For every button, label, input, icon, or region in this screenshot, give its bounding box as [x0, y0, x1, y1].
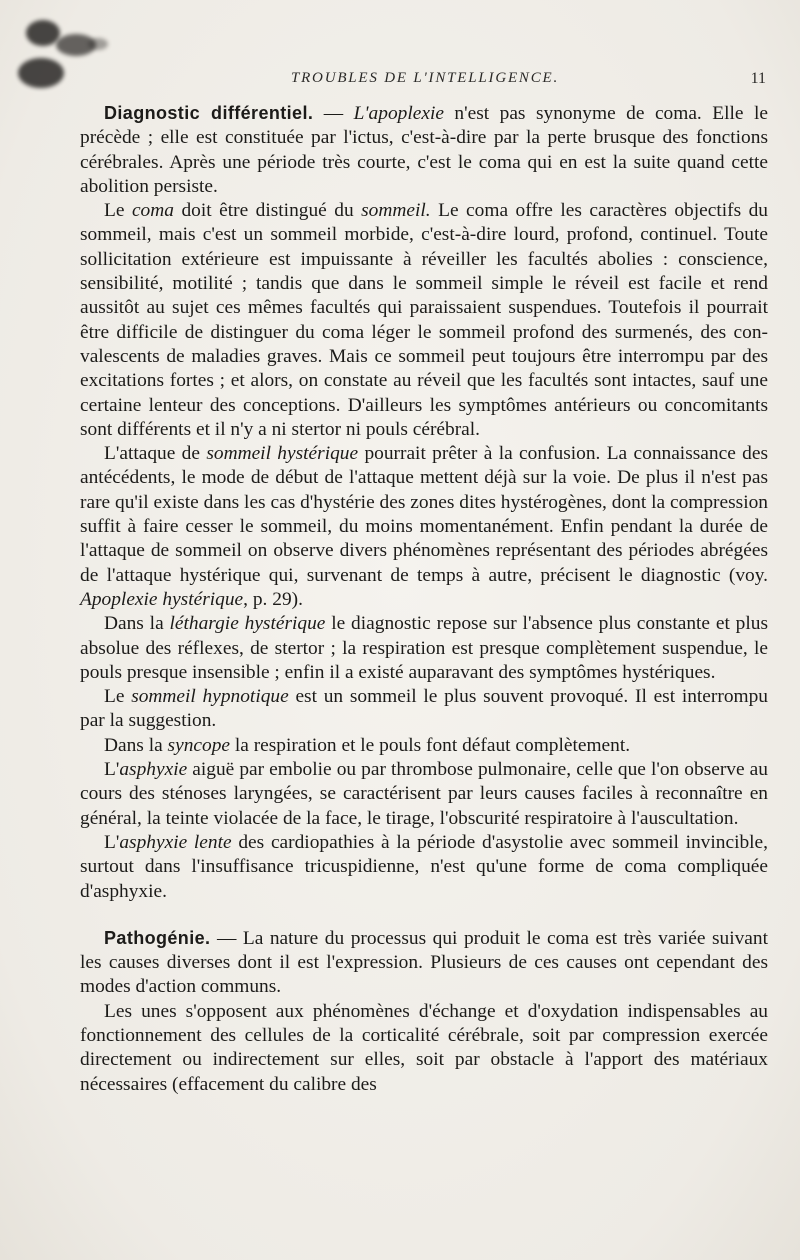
- text-run: n'est pas synonyme de coma. Elle le précède ; elle est constituée par l'ictus, c'est-à-dire par la perte brusque des fonctions cérébrales. Après une période très courte, c'est le coma qui en est la suite quand cette abolition persiste.: [80, 103, 768, 197]
- italic-term: asphyxie: [119, 759, 188, 781]
- italic-term: sommeil hystérique: [206, 443, 359, 465]
- body-text: [80, 101, 768, 1097]
- italic-term: sommeil.: [361, 200, 431, 222]
- paragraph: [80, 758, 768, 831]
- text-run: L': [104, 831, 120, 853]
- paragraph: [80, 199, 768, 442]
- text-run: Dans la: [104, 734, 168, 756]
- text-run: Dans la: [104, 613, 170, 635]
- ink-stain: [88, 38, 108, 50]
- text-run: pourrait prêter à la confusion. La connaissance des antécédents, le mode de début de l'attaque mettent déjà sur la voie. De plus il n'est pas rare qu'il existe dans les cas d'hystérie des zones dites hystérogènes, dont la compression suffit à faire cesser le sommeil, du moins momentanément. Enfin pendant la durée de l'attaque de sommeil on observe divers phénomènes représentant des périodes abrégées de l'attaque hystérique qui, survenant de temps à autre, précisent le diagnostic (voy.: [80, 443, 769, 586]
- paragraph: [80, 101, 768, 199]
- text-run: Le coma offre les caractères objectifs du sommeil, mais c'est un sommeil morbide, c'est-à-dire lourd, profond, continuel. Toute sollicitation extérieure est impuissante à réveiller les facultés abolies : conscience, sensibilité, motilité ; tandis que dans le sommeil simple le réveil est facile et rend aussitôt au sujet ces mêmes facultés qui paraissaient suspendues. Toutefois il pourrait être difficile de distinguer du coma léger le sommeil profond des surmenés, des convalescents de maladies graves. Mais ce sommeil peut toujours être interrompu par des excitations fortes ; et alors, on constate au réveil que les facultés sont intactes, sauf une certaine lenteur des conceptions. D'ailleurs les symptômes antérieurs ou concomitants sont différents et il n'y a ni stertor ni pouls cérébral.: [80, 200, 769, 440]
- text-run: le diagnostic repose sur l'absence plus constante et plus absolue des réflexes, de stertor ; la respiration est presque complètement suspendue, le pouls presque insensible ; enfin il a existé auparavant des symptômes hystériques.: [80, 613, 768, 683]
- paragraph: [80, 612, 768, 685]
- text-run: — La nature du processus qui produit le coma est très variée suivant les causes diverses dont il est l'expression. Plusieurs de ces causes ont cependant des modes d'action communs.: [80, 927, 768, 998]
- ink-stain: [18, 58, 64, 88]
- italic-term: sommeil hypnotique: [131, 686, 289, 708]
- italic-term: syncope: [167, 734, 230, 756]
- text-run: Les unes s'opposent aux phénomènes d'échange et d'oxydation indispensables au fonctionnement des cellules de la corticalité cérébrale, soit par compression exercée directement ou indirectement sur elles, soit par obstacle à l'apport des matériaux nécessaires (effacement du calibre des: [80, 1000, 768, 1095]
- text-run: L'attaque de: [104, 443, 207, 465]
- text-run: Le: [104, 200, 132, 222]
- paragraph: [80, 926, 768, 1000]
- text-run: aiguë par embolie ou par thrombose pulmonaire, celle que l'on observe au cours des sténoses laryngées, se caractérisent par leurs causes faciles à reconnaître en général, la teinte violacée de la face, le tirage, l'obscurité respiratoire à l'auscultation.: [80, 759, 768, 829]
- italic-term: coma: [131, 200, 174, 222]
- paragraph: [80, 685, 768, 734]
- page-header: [80, 70, 770, 94]
- text-run: la respiration et le pouls font défaut complètement.: [230, 734, 631, 756]
- italic-term: L'apoplexie: [353, 103, 444, 124]
- italic-term: Apoplexie hystérique: [80, 588, 244, 610]
- text-run: Le: [104, 686, 132, 708]
- italic-term: asphyxie lente: [119, 831, 232, 853]
- text-run: est un sommeil le plus souvent provoqué. Il est interrompu par la suggestion.: [80, 686, 768, 732]
- section-heading: Diagnostic différentiel.: [104, 103, 314, 123]
- paragraph: [80, 1000, 768, 1097]
- paragraph: [80, 831, 768, 904]
- section-heading: Pathogénie.: [104, 927, 211, 948]
- text-run: —: [313, 103, 354, 124]
- italic-term: léthargie hystérique: [169, 613, 326, 635]
- text-run: L': [104, 759, 120, 781]
- text-run: des cardiopathies à la période d'asystolie avec sommeil invincible, surtout dans l'insuffisance tricuspidienne, n'est qu'une forme de coma compliquée d'asphyxie.: [80, 831, 768, 902]
- running-title: TROUBLES DE L'INTELLIGENCE.: [290, 70, 560, 86]
- text-run: , p. 29).: [243, 588, 303, 610]
- paragraph: [80, 734, 768, 758]
- paragraph: [80, 442, 768, 612]
- page-number: 11: [750, 70, 766, 87]
- ink-stain: [26, 20, 60, 46]
- text-run: doit être distingué du: [173, 200, 362, 222]
